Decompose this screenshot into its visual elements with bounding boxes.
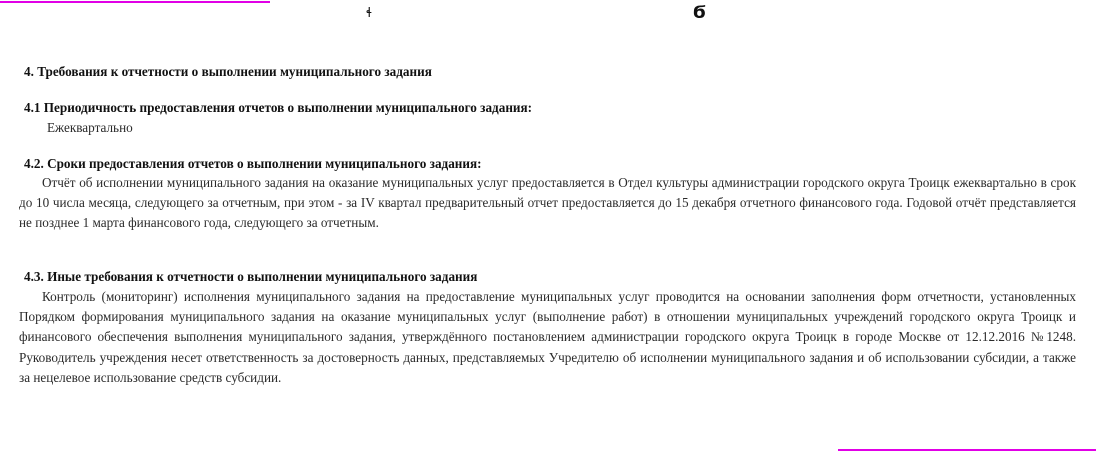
subsection-heading-4-2: 4.2. Сроки предоставления отчетов о выполнении муниципального задания: [24, 156, 482, 171]
subsection-text-4-3: Контроль (мониторинг) исполнения муниципального задания на предоставление муниципальных услуг проводится на основании заполнения форм отчетности, установленных Порядком формирования муниципального задания на оказание муниципальных услуг (выполнение работ) в отношении муниципальных учреждений городского округа Троицк и финансового обеспечения выполнения муниципального задания, утверждённого постановлением администрации городского округа Троицк в городе Москве от 12.12.2016 №1248. Руководитель учреждения несет ответственность за достоверность данных, представляемых Учредителю об исполнении муниципального задания и об использовании субсидии, а также за нецелевое использование средств субсидии. [19, 289, 1076, 385]
subsection-text-4-1: Ежеквартально [47, 120, 133, 135]
section-heading-4: 4. Требования к отчетности о выполнении муниципального задания [24, 64, 432, 79]
subsection-heading-4-1: 4.1 Периодичность предоставления отчетов о выполнении муниципального задания: [24, 100, 533, 115]
subsection-text-4-2: Отчёт об исполнении муниципального задания на оказание муниципальных услуг предоставляется в Отдел культуры администрации городского округа Троицк ежеквартально в срок до 10 числа месяца, следующего за отчетным, при этом - за IV квартал предварительный отчет предоставляется до 15 декабря отчетного финансового года. Годовой отчёт представляется не позднее 1 марта финансового года, следующего за отчетным. [19, 175, 1076, 231]
scan-mark-right: Ϭ [693, 3, 706, 23]
subsection-heading-4-3: 4.3. Иные требования к отчетности о выполнении муниципального задания [24, 269, 478, 284]
scan-mark-left: ɬ [366, 6, 373, 21]
